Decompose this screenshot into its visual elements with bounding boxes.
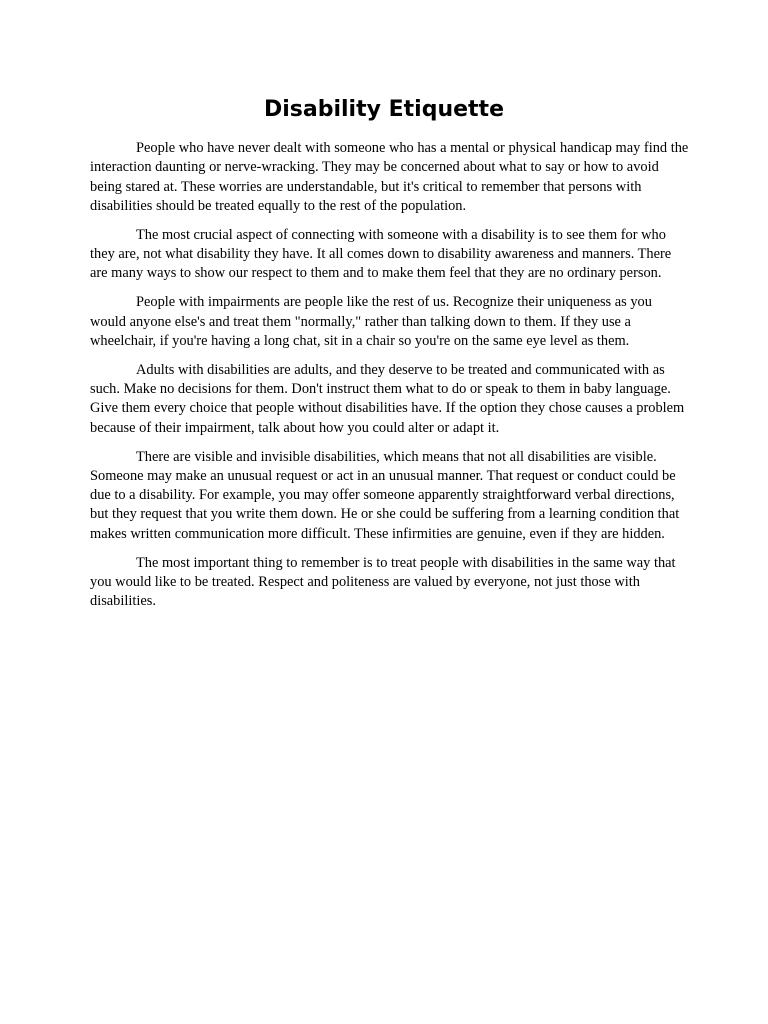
paragraph-4: Adults with disabilities are adults, and they deserve to be treated and communicated with as such. Make no decisions for them. Don't instruct them what to do or speak to them in baby language. Give them every choice that people without disabilities have. If the option they chose causes a problem because of their impairment, talk about how you could alter or adapt it.: [90, 361, 685, 436]
document-title: Disability Etiquette: [263, 97, 504, 122]
paragraph-6: The most important thing to remember is to treat people with disabilities in the same way that you would like to be treated. Respect and politeness are valued by everyone, not just those with disabilities.: [90, 554, 676, 610]
paragraph-1: People who have never dealt with someone who has a mental or physical handicap may find the interaction daunting or nerve-wracking. They may be concerned about what to say or how to avoid being stared at. These worries are understandable, but it's critical to remember that persons with disabilities should be treated equally to the rest of the population.: [90, 140, 689, 214]
paragraph-3: People with impairments are people like the rest of us. Recognize their uniqueness as you would anyone else's and treat them "normally," rather than talking down to them. If they use a wheelchair, if you're having a long chat, sit in a chair so you're on the same eye level as them.: [90, 294, 652, 349]
paragraph-5: There are visible and invisible disabilities, which means that not all disabilities are visible. Someone may make an unusual request or act in an unusual manner. That request or conduct could be due to a disability. For example, you may offer someone apparently straightforward verbal directions, but they request that you write them down. He or she could be suffering from a learning condition that makes written communication more difficult. These infirmities are genuine, even if they are hidden.: [90, 448, 680, 542]
paragraph-2: The most crucial aspect of connecting with someone with a disability is to see them for who they are, not what disability they have. It all comes down to disability awareness and manners. There are many ways to show our respect to them and to make them feel that they are no ordinary person.: [90, 226, 672, 282]
document-body: [90, 139, 690, 621]
